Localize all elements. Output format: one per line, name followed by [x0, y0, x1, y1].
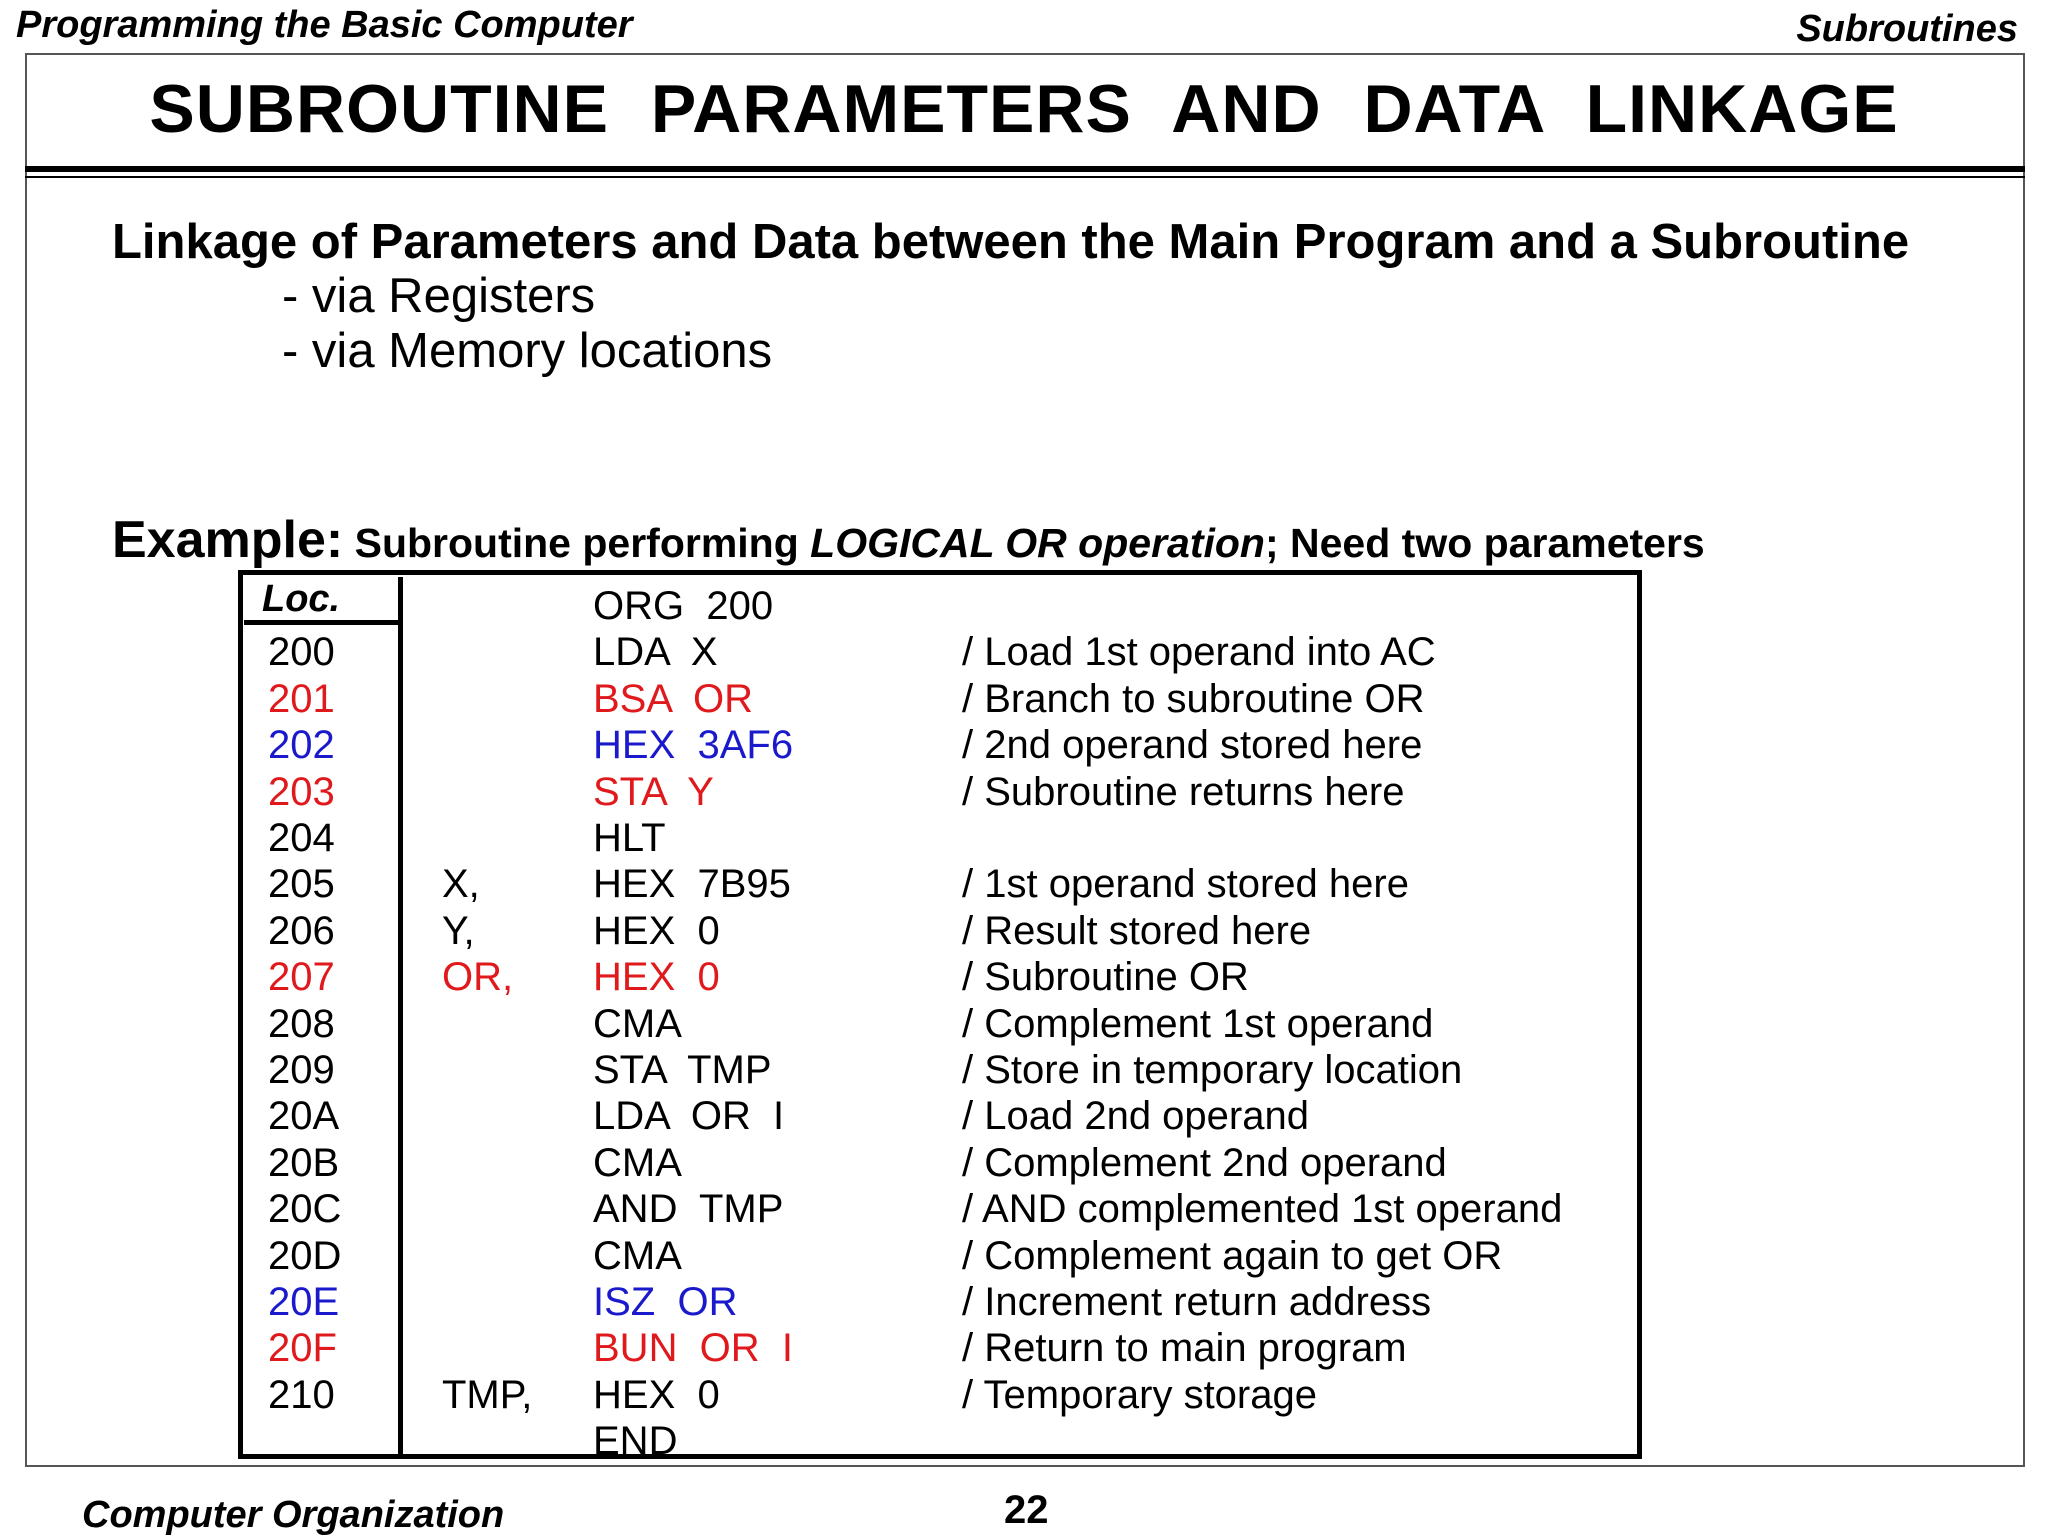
row-comment: / Complement 2nd operand — [962, 1140, 1447, 1185]
slide-title: SUBROUTINE PARAMETERS AND DATA LINKAGE — [149, 71, 1899, 147]
row-instruction: STA Y — [593, 769, 714, 814]
example-line — [112, 510, 1705, 570]
header-course-title: Programming the Basic Computer — [16, 4, 633, 46]
row-instruction: BUN OR I — [593, 1326, 794, 1371]
row-comment: / Complement 1st operand — [962, 1001, 1434, 1046]
example-text-2: ; Need two parameters — [1264, 520, 1705, 566]
row-address: 20C — [268, 1187, 342, 1232]
row-instruction: LDA X — [593, 630, 718, 675]
loc-column-separator — [398, 577, 403, 1457]
example-emphasis: LOGICAL OR operation — [810, 520, 1265, 566]
row-address: 201 — [268, 676, 335, 721]
title-rule-thick — [25, 166, 2025, 172]
row-comment: / Branch to subroutine OR — [962, 676, 1425, 721]
row-instruction: CMA — [593, 1233, 682, 1278]
row-address: 204 — [268, 816, 335, 860]
example-text-1: Subroutine performing — [343, 520, 811, 566]
linkage-heading: Linkage of Parameters and Data between the Main Program and a Subroutine — [112, 215, 1910, 269]
bullet-memory: - via Memory locations — [282, 324, 773, 378]
page-number: 22 — [1004, 1488, 1049, 1532]
header-topic: Subroutines — [1796, 8, 2018, 50]
row-instruction: CMA — [593, 1001, 682, 1046]
example-lead: Example: — [112, 511, 344, 569]
row-instruction: END — [593, 1419, 678, 1464]
row-instruction: STA TMP — [593, 1048, 772, 1092]
row-comment: / Return to main program — [962, 1326, 1407, 1371]
row-comment: / Increment return address — [962, 1280, 1432, 1324]
row-address: 20F — [268, 1326, 337, 1371]
row-label: TMP, — [442, 1372, 533, 1417]
row-instruction: HLT — [593, 816, 666, 860]
row-instruction: HEX 0 — [593, 1372, 720, 1417]
row-instruction: BSA OR — [593, 676, 754, 721]
row-comment: / Subroutine returns here — [962, 769, 1405, 814]
row-instruction: HEX 0 — [593, 955, 720, 1000]
row-comment: / Store in temporary location — [962, 1048, 1463, 1092]
row-instruction: HEX 0 — [593, 908, 720, 953]
row-label: OR, — [442, 955, 514, 1000]
row-comment: / 1st operand stored here — [962, 862, 1409, 907]
row-address: 20E — [268, 1280, 340, 1324]
row-address: 200 — [268, 630, 335, 675]
row-instruction: AND TMP — [593, 1187, 784, 1232]
row-comment: / Subroutine OR — [962, 955, 1249, 1000]
row-comment: / Temporary storage — [962, 1372, 1317, 1417]
row-comment: / Load 1st operand into AC — [962, 630, 1436, 675]
row-label: X, — [442, 862, 480, 907]
footer-course: Computer Organization — [82, 1494, 505, 1536]
loc-column-header: Loc. — [262, 578, 341, 620]
row-instruction: ORG 200 — [593, 584, 774, 628]
row-instruction: HEX 7B95 — [593, 862, 791, 907]
row-instruction: CMA — [593, 1140, 682, 1185]
row-comment: / Load 2nd operand — [962, 1094, 1309, 1139]
row-instruction: LDA OR I — [593, 1094, 785, 1139]
row-label: Y, — [442, 908, 475, 953]
row-address: 203 — [268, 769, 335, 814]
row-address: 20D — [268, 1233, 342, 1278]
row-address: 210 — [268, 1372, 335, 1417]
title-rule-thin — [25, 176, 2025, 178]
row-address: 208 — [268, 1001, 335, 1046]
row-comment: / AND complemented 1st operand — [962, 1187, 1563, 1232]
row-address: 207 — [268, 955, 335, 1000]
row-address: 209 — [268, 1048, 335, 1092]
row-instruction: HEX 3AF6 — [593, 723, 794, 768]
row-comment: / Result stored here — [962, 908, 1312, 953]
row-address: 206 — [268, 908, 335, 953]
row-address: 202 — [268, 723, 335, 768]
row-instruction: ISZ OR — [593, 1280, 738, 1324]
bullet-registers: - via Registers — [282, 269, 596, 323]
row-comment: / Complement again to get OR — [962, 1233, 1503, 1278]
row-address: 205 — [268, 862, 335, 907]
row-comment: / 2nd operand stored here — [962, 723, 1423, 768]
row-address: 20B — [268, 1140, 340, 1185]
row-address: 20A — [268, 1094, 340, 1139]
